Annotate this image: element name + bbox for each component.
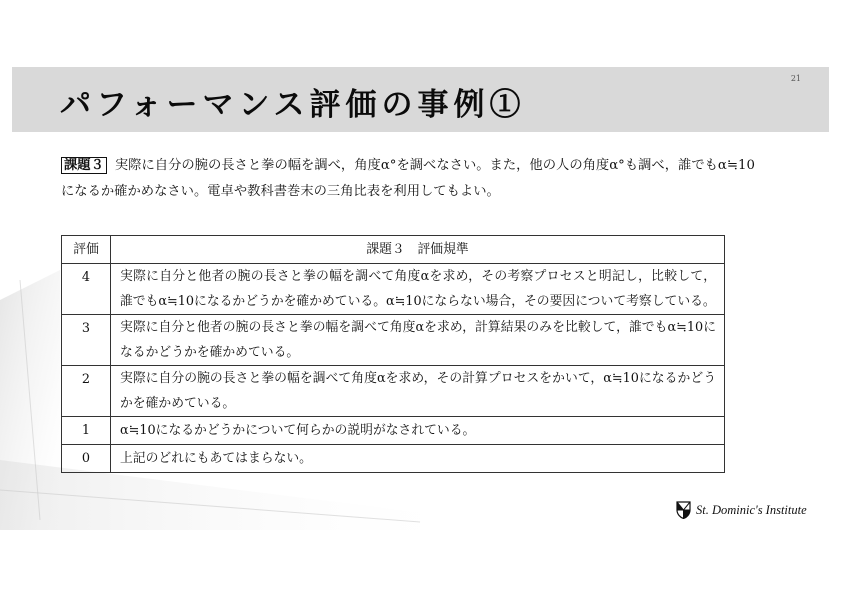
- table-header-row: [62, 236, 725, 264]
- criteria-cell: 実際に自分と他者の腕の長さと拳の幅を調べて角度αを求め，その考察プロセスと明記し，比較して，誰でもα≒10になるかどうかを確かめている。α≒10にならない場合，その要因について考察している。: [111, 264, 725, 315]
- slide-title: パフォーマンス評価の事例①: [60, 87, 526, 123]
- task-label: 課題３: [61, 157, 107, 174]
- score-cell: 1: [62, 417, 111, 445]
- criteria-cell: 実際に自分の腕の長さと拳の幅を調べて角度αを求め，その計算プロセスをかいて，α≒10になるかどうかを確かめている。: [111, 366, 725, 417]
- table-row: [62, 264, 725, 315]
- rubric-table: [61, 235, 725, 473]
- table-row: [62, 315, 725, 366]
- criteria-cell: α≒10になるかどうかについて何らかの説明がなされている。: [111, 417, 725, 445]
- table-row: [62, 366, 725, 417]
- institute-name: St. Dominic's Institute: [696, 502, 807, 517]
- shield-cross-icon: [676, 501, 691, 519]
- score-cell: 2: [62, 366, 111, 417]
- task-text: 実際に自分の腕の長さと拳の幅を調べ，角度α°を調べなさい。また，他の人の角度α°も調べ，誰でもα≒10になるか確かめなさい。電卓や教科書巻末の三角比表を利用してもよい。: [61, 158, 755, 199]
- table-row: [62, 445, 725, 473]
- table-row: [62, 417, 725, 445]
- score-cell: 0: [62, 445, 111, 473]
- score-cell: 4: [62, 264, 111, 315]
- criteria-cell: 上記のどれにもあてはまらない。: [111, 445, 725, 473]
- institute-logo: [676, 501, 807, 519]
- header-criteria: 課題３ 評価規準: [111, 236, 725, 264]
- task-description: [61, 153, 761, 205]
- header-score: 評価: [62, 236, 111, 264]
- page-number: 21: [790, 74, 801, 83]
- criteria-cell: 実際に自分と他者の腕の長さと拳の幅を調べて角度αを求め，計算結果のみを比較して，誰でもα≒10になるかどうかを確かめている。: [111, 315, 725, 366]
- score-cell: 3: [62, 315, 111, 366]
